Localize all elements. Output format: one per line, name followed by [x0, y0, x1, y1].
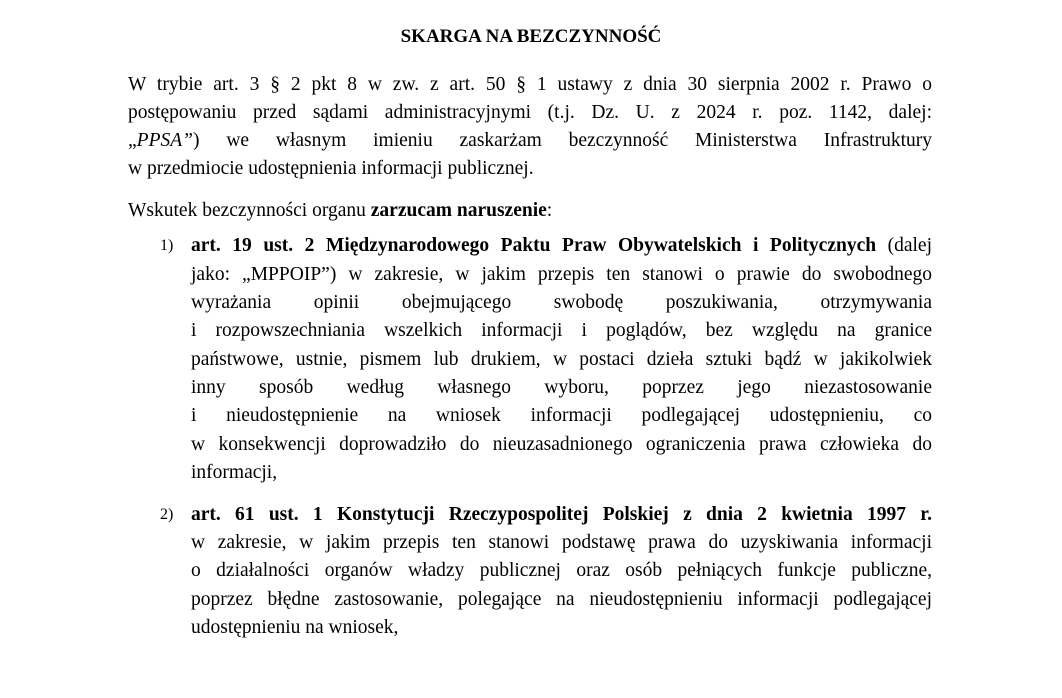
charge-line: [128, 198, 932, 224]
intro-line: w przedmiocie udostępnienia informacji publicznej.: [128, 158, 534, 179]
item-bold: art. 61 ust. 1 Konstytucji Rzeczypospolitej Polskiej z dnia 2 kwietnia 1997 r.: [191, 504, 932, 525]
item-line: udostępnieniu na wniosek,: [191, 617, 399, 638]
quote-open: „: [128, 130, 137, 151]
item-line: i rozpowszechniania wszelkich informacji i poglądów, bez względu na granice: [191, 320, 932, 341]
ppsa-abbrev: PPSA”: [136, 130, 193, 151]
list-number: 2): [160, 506, 174, 523]
intro-line-rest: ) we własnym imieniu zaskarżam bezczynność Ministerstwa Infrastruktury: [193, 130, 932, 151]
item-line: [191, 233, 932, 259]
item-line: w konsekwencji doprowadziło do nieuzasadnionego ograniczenia prawa człowieka do: [191, 434, 932, 455]
item-bold: art. 19 ust. 2 Międzynarodowego Paktu Praw Obywatelskich i Politycznych: [191, 235, 877, 256]
item-line: poprzez błędne zastosowanie, polegające na nieudostępnieniu informacji podlegającej: [191, 589, 932, 610]
document-title: SKARGA NA BEZCZYNNOŚĆ: [400, 26, 662, 47]
item-line: państwowe, ustnie, pismem lub drukiem, w postaci dzieła sztuki bądź w jakikolwiek: [191, 349, 932, 370]
item-line: inny sposób według własnego wyboru, poprzez jego niezastosowanie: [191, 377, 932, 398]
charge-suffix: :: [546, 200, 553, 221]
list-number: 1): [160, 237, 174, 254]
item-line: informacji,: [191, 462, 278, 483]
charge-prefix: Wskutek bezczynności organu: [128, 200, 371, 221]
intro-line: [128, 128, 932, 154]
item-line: jako: „MPPOIP”) w zakresie, w jakim przepis ten stanowi o prawie do swobodnego: [191, 264, 932, 285]
intro-line: postępowaniu przed sądami administracyjnymi (t.j. Dz. U. z 2024 r. poz. 1142, dalej:: [128, 102, 932, 123]
charge-bold: zarzucam naruszenie: [370, 200, 547, 221]
item-line: w zakresie, w jakim przepis ten stanowi podstawę prawa do uzyskiwania informacji: [191, 532, 932, 553]
intro-line: W trybie art. 3 § 2 pkt 8 w zw. z art. 50 § 1 ustawy z dnia 30 sierpnia 2002 r. Prawo o: [128, 74, 932, 95]
item-line: [191, 502, 932, 528]
item-line-rest: (dalej: [876, 235, 933, 256]
item-line: wyrażania opinii obejmującego swobodę poszukiwania, otrzymywania: [191, 292, 932, 313]
item-line: i nieudostępnienie na wniosek informacji podlegającej udostępnieniu, co: [191, 405, 932, 426]
item-line: o działalności organów władzy publicznej oraz osób pełniących funkcje publiczne,: [191, 560, 932, 581]
